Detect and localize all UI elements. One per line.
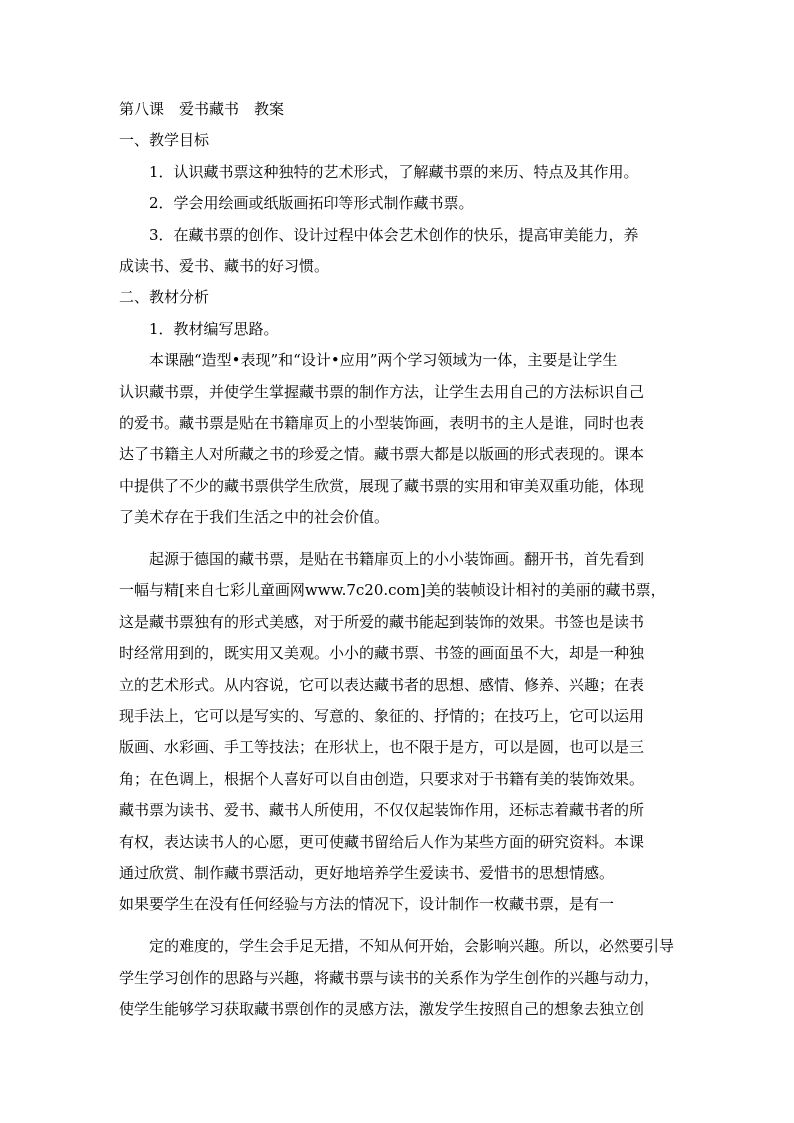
paragraph-line: 1．认识藏书票这种独特的艺术形式，了解藏书票的来历、特点及其作用。 [149,162,639,181]
paragraph-line: 了美术存在于我们生活之中的社会价值。 [119,508,390,527]
paragraph-line: 通过欣赏、制作藏书票活动，更好地培养学生爱读书、爱惜书的思想情感。 [119,863,615,882]
paragraph-line: 达了书籍主人对所藏之书的珍爱之情。藏书票大都是以版画的形式表现的。课本 [119,445,645,464]
paragraph-line: 成读书、爱书、藏书的好习惯。 [119,256,330,275]
section-heading: 一、教学目标 [119,131,210,150]
document-title: 第八课 爱书藏书 教案 [119,100,285,118]
document-page [119,98,677,1039]
paragraph-line: 有权，表达读书人的心愿，更可使藏书留给后人作为某些方面的研究资料。本课 [119,832,645,851]
paragraph-line: 起源于德国的藏书票，是贴在书籍扉页上的小小装饰画。翻开书，首先看到 [149,550,645,569]
paragraph-line: 学生学习创作的思路与兴趣，将藏书票与读书的关系作为学生创作的兴趣与动力， [119,968,660,987]
paragraph-line: 时经常用到的，既实用又美观。小小的藏书票、书签的画面虽不大，却是一种独 [119,644,645,663]
paragraph-line: 现手法上，它可以是写实的、写意的、象征的、抒情的；在技巧上，它可以运用 [119,707,645,726]
paragraph-line: 这是藏书票独有的形式美感，对于所爱的藏书能起到装饰的效果。书签也是读书 [119,612,645,631]
paragraph-line: 藏书票为读书、爱书、藏书人所使用，不仅仅起装饰作用，还标志着藏书者的所 [119,801,645,820]
paragraph-line: 角；在色调上，根据个人喜好可以自由创造，只要求对于书籍有美的装饰效果。 [119,769,645,788]
paragraph-line: 1．教材编写思路。 [149,319,279,338]
paragraph-line: 立的艺术形式。从内容说，它可以表达藏书者的思想、感情、修养、兴趣；在表 [119,675,645,694]
paragraph-line: 使学生能够学习获取藏书票创作的灵感方法，激发学生按照自己的想象去独立创 [119,1000,645,1019]
paragraph-line: 如果要学生在没有任何经验与方法的情况下，设计制作一枚藏书票，是有一 [119,895,615,914]
paragraph-line: 的爱书。藏书票是贴在书籍扉页上的小型装饰画，表明书的主人是谁，同时也表 [119,413,645,432]
section-heading: 二、教材分析 [119,288,210,307]
paragraph-line: 2．学会用绘画或纸版画拓印等形式制作藏书票。 [149,194,474,213]
paragraph-line: 本课融“造型•表现”和“设计•应用”两个学习领域为一体，主要是让学生 [149,351,618,370]
paragraph-line: 版画、水彩画、手工等技法；在形状上，也不限于是方，可以是圆，也可以是三 [119,738,645,757]
paragraph-line: 中提供了不少的藏书票供学生欣赏，展现了藏书票的实用和审美双重功能，体现 [119,476,645,495]
paragraph-line: 定的难度的，学生会手足无措，不知从何开始，会影响兴趣。所以，必然要引导 [149,937,675,956]
paragraph-line: 3．在藏书票的创作、设计过程中体会艺术创作的快乐，提高审美能力，养 [149,225,639,244]
paragraph-line: 认识藏书票，并使学生掌握藏书票的制作方法，让学生去用自己的方法标识自己 [119,382,645,401]
paragraph-line: 一幅与精[来自七彩儿童画网www.7c20.com]美的装帧设计相衬的美丽的藏书票， [119,581,666,600]
